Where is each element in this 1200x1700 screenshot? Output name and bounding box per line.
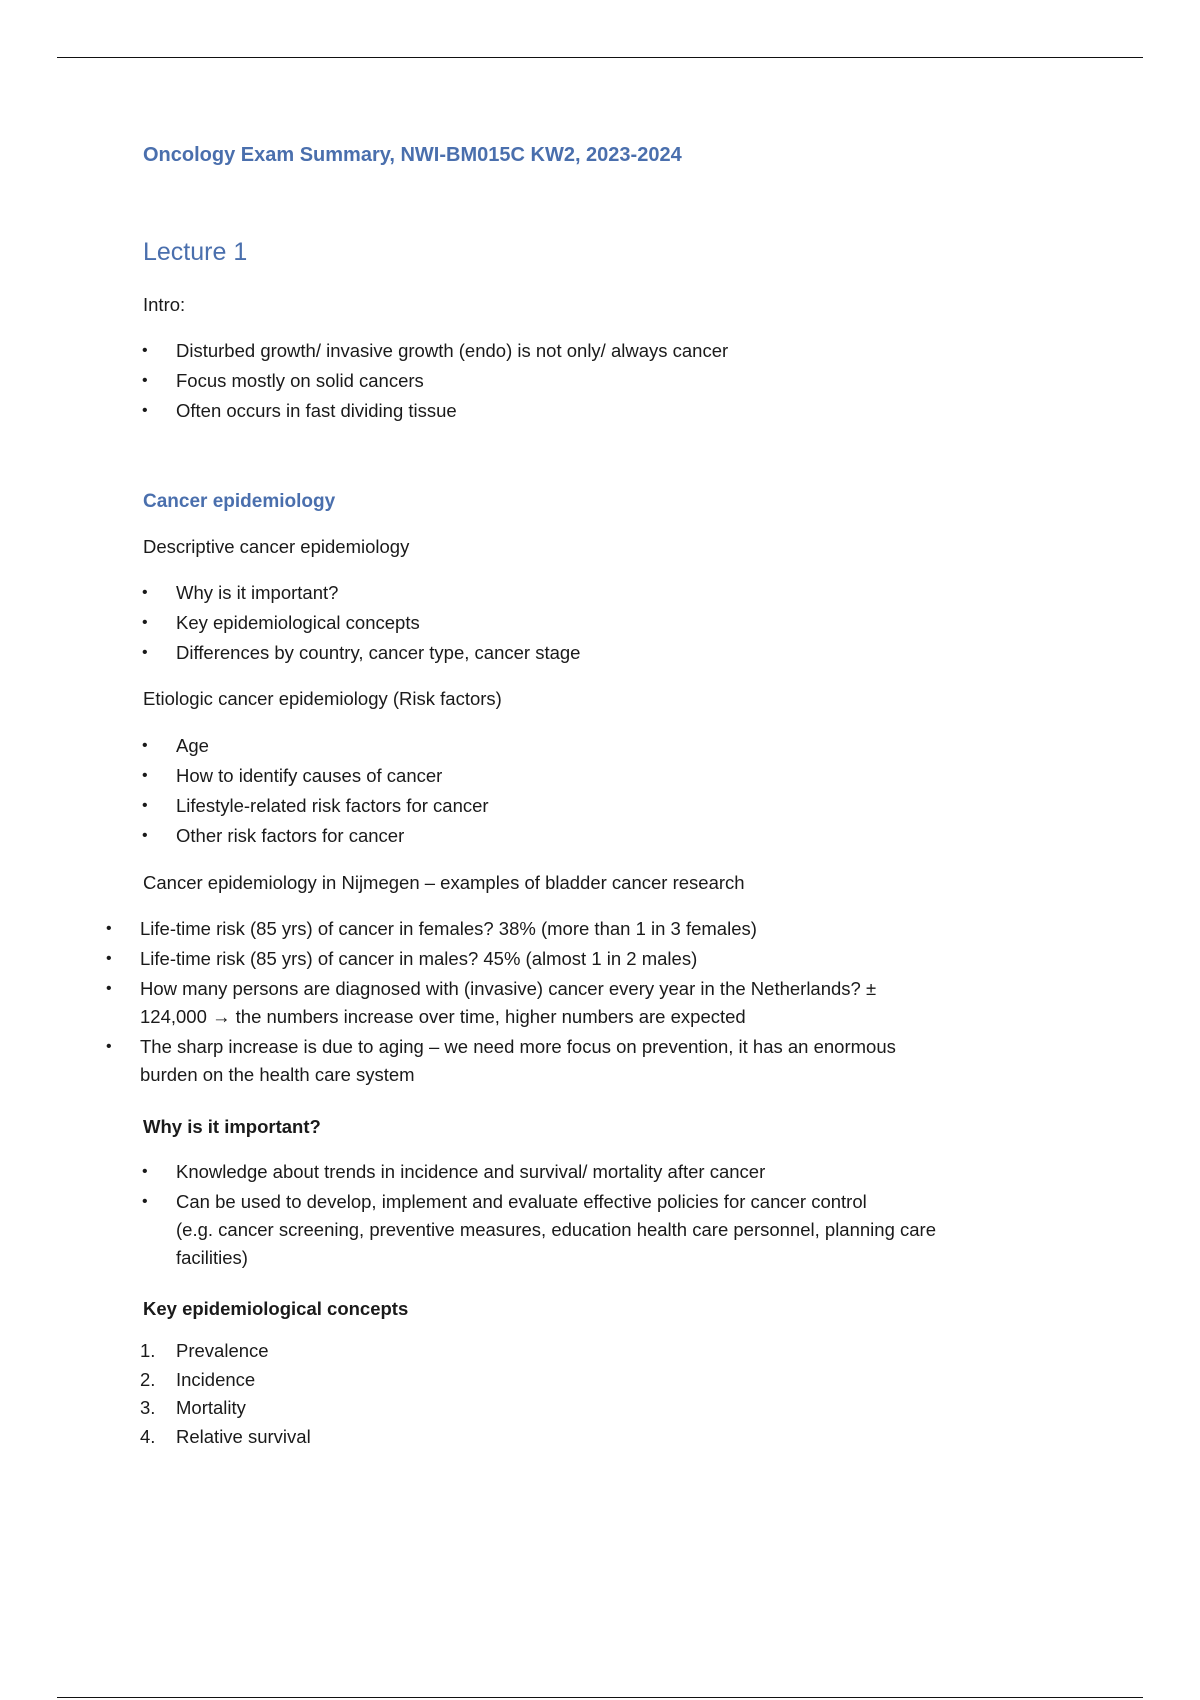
section-heading-epidemiology: Cancer epidemiology: [143, 491, 336, 512]
list-number: 4.: [140, 1425, 156, 1447]
bullet-icon: •: [142, 827, 148, 844]
why-important-heading: Why is it important?: [143, 1116, 321, 1137]
descriptive-list: [104, 578, 580, 668]
list-item: 2. Incidence: [104, 1366, 311, 1395]
bullet-icon: •: [106, 920, 112, 937]
bullet-icon: •: [142, 797, 148, 814]
header-rule: [57, 57, 1143, 58]
list-item: • How many persons are diagnosed with (invasive) cancer every year in the Netherlands? ± 124,000 → the numbers increase over time, higher numbers are expected: [104, 975, 896, 1031]
list-number: 2.: [140, 1368, 156, 1390]
bullet-icon: •: [142, 1163, 148, 1180]
bullet-icon: •: [142, 737, 148, 754]
bullet-icon: •: [142, 644, 148, 661]
list-item: 4. Relative survival: [104, 1423, 311, 1452]
list-item: • Focus mostly on solid cancers: [104, 366, 728, 396]
etiologic-list: [104, 731, 489, 851]
why-important-list: [104, 1158, 936, 1274]
list-item: • Knowledge about trends in incidence and survival/ mortality after cancer: [104, 1158, 936, 1186]
list-item: 1. Prevalence: [104, 1337, 311, 1366]
bullet-icon: •: [142, 584, 148, 601]
descriptive-label: Descriptive cancer epidemiology: [143, 536, 410, 557]
bullet-icon: •: [142, 767, 148, 784]
key-concepts-heading: Key epidemiological concepts: [143, 1298, 409, 1319]
list-item: • Life-time risk (85 yrs) of cancer in females? 38% (more than 1 in 3 females): [104, 915, 896, 943]
list-item: • Can be used to develop, implement and evaluate effective policies for cancer control (e.g. cancer screening, preventive measures, education health care personnel, planning care facilities): [104, 1188, 936, 1272]
list-item: • How to identify causes of cancer: [104, 761, 489, 791]
bullet-icon: •: [142, 614, 148, 631]
bullet-icon: •: [142, 1193, 148, 1210]
list-item: • Why is it important?: [104, 578, 580, 608]
list-item: • Disturbed growth/ invasive growth (endo) is not only/ always cancer: [104, 336, 728, 366]
bullet-icon: •: [142, 402, 148, 419]
list-item: • Often occurs in fast dividing tissue: [104, 396, 728, 426]
list-item: • Key epidemiological concepts: [104, 608, 580, 638]
list-item: 3. Mortality: [104, 1394, 311, 1423]
list-number: 1.: [140, 1340, 156, 1361]
bullet-icon: •: [106, 1038, 112, 1055]
intro-list: [104, 336, 728, 426]
list-item: • Lifestyle-related risk factors for cancer: [104, 791, 489, 821]
etiologic-label: Etiologic cancer epidemiology (Risk factors): [143, 688, 502, 709]
bullet-icon: •: [142, 372, 148, 389]
list-item: • Differences by country, cancer type, cancer stage: [104, 638, 580, 668]
list-number: 3.: [140, 1397, 156, 1418]
list-item: • Life-time risk (85 yrs) of cancer in males? 45% (almost 1 in 2 males): [104, 945, 896, 973]
nijmegen-label: Cancer epidemiology in Nijmegen – examples of bladder cancer research: [143, 872, 745, 893]
bullet-icon: •: [142, 342, 148, 359]
bullet-icon: •: [106, 980, 112, 997]
nijmegen-list: [104, 915, 896, 1091]
key-concepts-list: [104, 1337, 311, 1451]
lecture-heading: Lecture 1: [143, 238, 248, 266]
document-title: Oncology Exam Summary, NWI-BM015C KW2, 2023-2024: [143, 144, 682, 166]
intro-label: Intro:: [143, 294, 186, 315]
list-item: • Age: [104, 731, 489, 761]
list-item: • Other risk factors for cancer: [104, 821, 489, 851]
footer-rule: [57, 1697, 1143, 1698]
list-item: • The sharp increase is due to aging – we need more focus on prevention, it has an enormous burden on the health care system: [104, 1033, 896, 1089]
bullet-icon: •: [106, 950, 112, 967]
